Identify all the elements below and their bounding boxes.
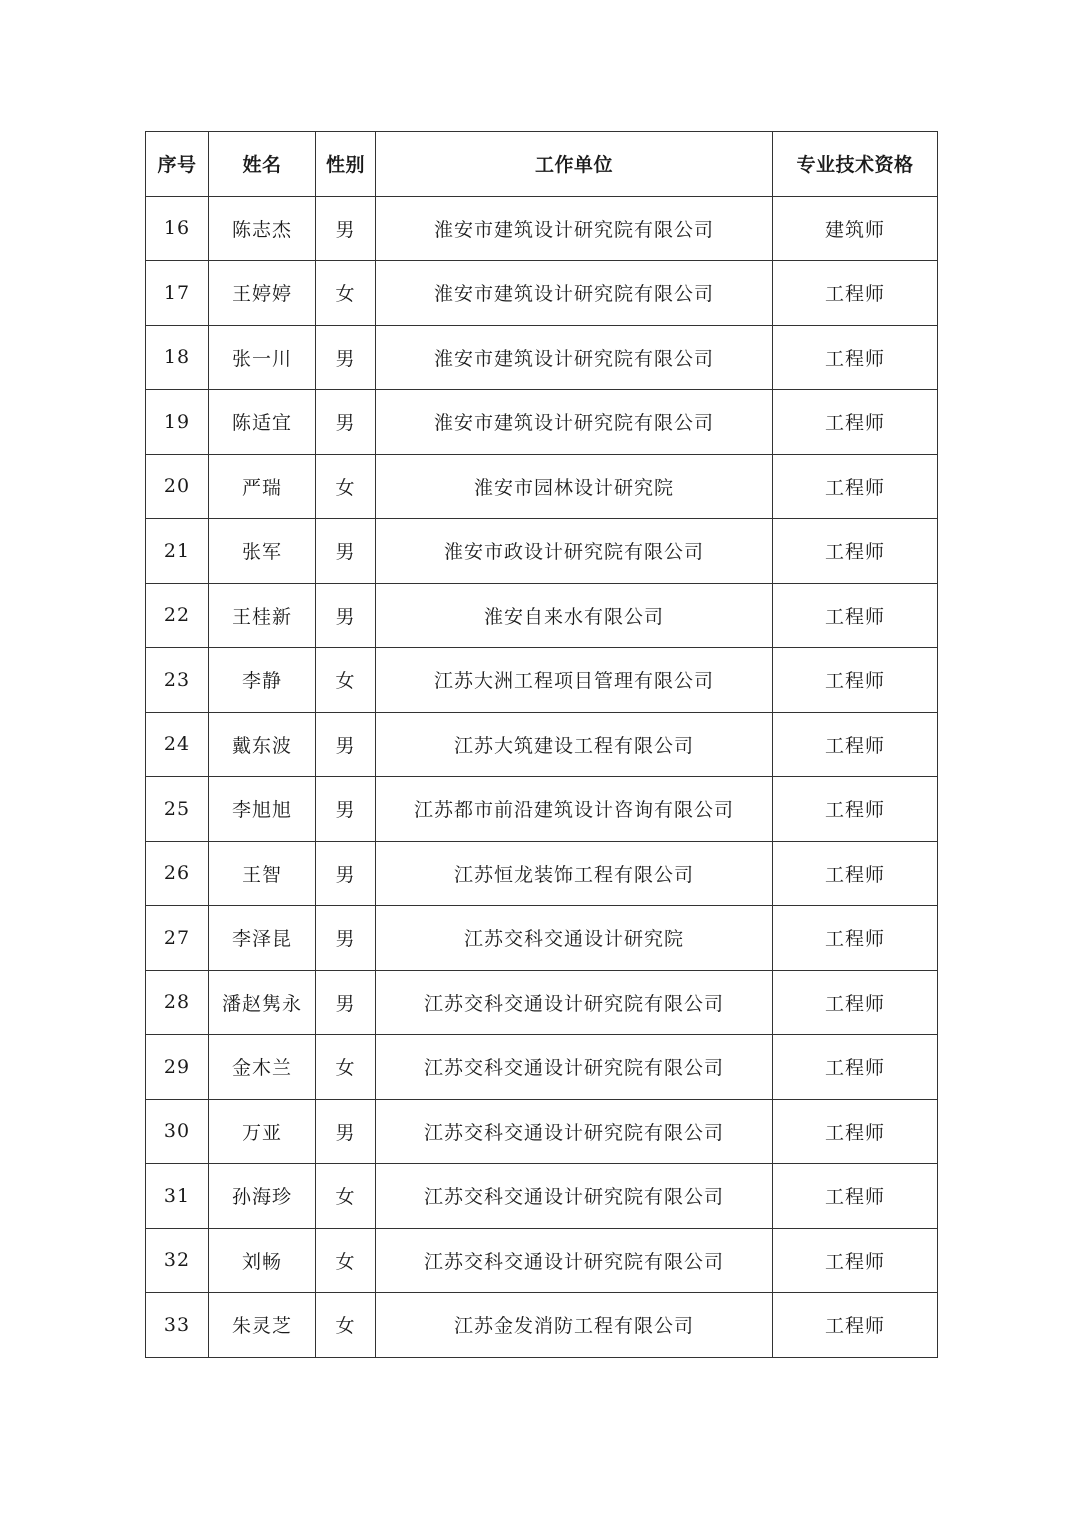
table-row <box>146 1099 938 1164</box>
cell-serial-number: 33 <box>146 1293 209 1358</box>
table-row <box>146 1035 938 1100</box>
cell-serial-number: 24 <box>146 712 209 777</box>
cell-name: 万亚 <box>209 1099 316 1164</box>
header-qualification: 专业技术资格 <box>773 132 938 197</box>
cell-gender: 男 <box>316 841 376 906</box>
cell-serial-number: 17 <box>146 261 209 326</box>
cell-gender: 女 <box>316 1164 376 1229</box>
cell-gender: 男 <box>316 390 376 455</box>
table-row <box>146 970 938 1035</box>
cell-gender: 男 <box>316 1099 376 1164</box>
cell-name: 孙海珍 <box>209 1164 316 1229</box>
cell-serial-number: 32 <box>146 1228 209 1293</box>
cell-work-unit: 淮安市建筑设计研究院有限公司 <box>376 196 773 261</box>
cell-qualification: 工程师 <box>773 390 938 455</box>
cell-qualification: 工程师 <box>773 519 938 584</box>
cell-work-unit: 江苏交科交通设计研究院有限公司 <box>376 1035 773 1100</box>
cell-gender: 女 <box>316 648 376 713</box>
table-row <box>146 519 938 584</box>
table-row <box>146 1293 938 1358</box>
cell-gender: 女 <box>316 261 376 326</box>
table-row <box>146 196 938 261</box>
cell-name: 李泽昆 <box>209 906 316 971</box>
cell-qualification: 工程师 <box>773 1293 938 1358</box>
personnel-table <box>145 131 938 1358</box>
cell-qualification: 工程师 <box>773 583 938 648</box>
cell-gender: 男 <box>316 970 376 1035</box>
cell-gender: 男 <box>316 712 376 777</box>
cell-serial-number: 23 <box>146 648 209 713</box>
cell-name: 王智 <box>209 841 316 906</box>
table-row <box>146 1164 938 1229</box>
cell-qualification: 工程师 <box>773 648 938 713</box>
cell-work-unit: 淮安市建筑设计研究院有限公司 <box>376 390 773 455</box>
cell-work-unit: 江苏大筑建设工程有限公司 <box>376 712 773 777</box>
cell-gender: 女 <box>316 1228 376 1293</box>
cell-gender: 女 <box>316 1035 376 1100</box>
cell-work-unit: 江苏交科交通设计研究院有限公司 <box>376 1228 773 1293</box>
table-row <box>146 841 938 906</box>
cell-serial-number: 18 <box>146 325 209 390</box>
cell-work-unit: 江苏恒龙装饰工程有限公司 <box>376 841 773 906</box>
cell-name: 严瑞 <box>209 454 316 519</box>
table-row <box>146 777 938 842</box>
table-body <box>146 196 938 1357</box>
table-row <box>146 325 938 390</box>
header-work-unit: 工作单位 <box>376 132 773 197</box>
cell-work-unit: 江苏交科交通设计研究院有限公司 <box>376 970 773 1035</box>
table-row <box>146 390 938 455</box>
cell-qualification: 工程师 <box>773 1099 938 1164</box>
header-gender: 性别 <box>316 132 376 197</box>
cell-name: 金木兰 <box>209 1035 316 1100</box>
cell-qualification: 工程师 <box>773 712 938 777</box>
cell-name: 王婷婷 <box>209 261 316 326</box>
cell-name: 李静 <box>209 648 316 713</box>
cell-qualification: 建筑师 <box>773 196 938 261</box>
cell-serial-number: 26 <box>146 841 209 906</box>
cell-work-unit: 江苏都市前沿建筑设计咨询有限公司 <box>376 777 773 842</box>
cell-name: 王桂新 <box>209 583 316 648</box>
cell-name: 张军 <box>209 519 316 584</box>
cell-serial-number: 27 <box>146 906 209 971</box>
cell-qualification: 工程师 <box>773 777 938 842</box>
cell-work-unit: 淮安自来水有限公司 <box>376 583 773 648</box>
table-row <box>146 906 938 971</box>
cell-name: 刘畅 <box>209 1228 316 1293</box>
cell-qualification: 工程师 <box>773 1164 938 1229</box>
cell-serial-number: 22 <box>146 583 209 648</box>
cell-name: 朱灵芝 <box>209 1293 316 1358</box>
header-serial-number: 序号 <box>146 132 209 197</box>
cell-qualification: 工程师 <box>773 841 938 906</box>
cell-qualification: 工程师 <box>773 1035 938 1100</box>
cell-qualification: 工程师 <box>773 906 938 971</box>
cell-gender: 男 <box>316 325 376 390</box>
cell-serial-number: 25 <box>146 777 209 842</box>
cell-work-unit: 江苏大洲工程项目管理有限公司 <box>376 648 773 713</box>
table-row <box>146 454 938 519</box>
cell-qualification: 工程师 <box>773 454 938 519</box>
table-header-row <box>146 132 938 197</box>
cell-name: 潘赵隽永 <box>209 970 316 1035</box>
cell-work-unit: 江苏金发消防工程有限公司 <box>376 1293 773 1358</box>
cell-gender: 男 <box>316 519 376 584</box>
cell-serial-number: 30 <box>146 1099 209 1164</box>
table-row <box>146 648 938 713</box>
cell-work-unit: 江苏交科交通设计研究院有限公司 <box>376 1164 773 1229</box>
cell-name: 陈志杰 <box>209 196 316 261</box>
cell-gender: 女 <box>316 454 376 519</box>
table-row <box>146 712 938 777</box>
cell-qualification: 工程师 <box>773 261 938 326</box>
cell-work-unit: 江苏交科交通设计研究院有限公司 <box>376 1099 773 1164</box>
cell-gender: 男 <box>316 906 376 971</box>
cell-qualification: 工程师 <box>773 970 938 1035</box>
cell-work-unit: 淮安市建筑设计研究院有限公司 <box>376 261 773 326</box>
cell-work-unit: 淮安市园林设计研究院 <box>376 454 773 519</box>
cell-serial-number: 28 <box>146 970 209 1035</box>
cell-gender: 男 <box>316 583 376 648</box>
cell-name: 陈适宜 <box>209 390 316 455</box>
cell-work-unit: 淮安市政设计研究院有限公司 <box>376 519 773 584</box>
cell-gender: 男 <box>316 777 376 842</box>
cell-work-unit: 江苏交科交通设计研究院 <box>376 906 773 971</box>
cell-serial-number: 31 <box>146 1164 209 1229</box>
cell-serial-number: 16 <box>146 196 209 261</box>
cell-serial-number: 19 <box>146 390 209 455</box>
cell-gender: 男 <box>316 196 376 261</box>
cell-work-unit: 淮安市建筑设计研究院有限公司 <box>376 325 773 390</box>
cell-name: 戴东波 <box>209 712 316 777</box>
table-row <box>146 583 938 648</box>
cell-gender: 女 <box>316 1293 376 1358</box>
table-row <box>146 261 938 326</box>
cell-name: 张一川 <box>209 325 316 390</box>
table-row <box>146 1228 938 1293</box>
cell-serial-number: 29 <box>146 1035 209 1100</box>
cell-qualification: 工程师 <box>773 1228 938 1293</box>
cell-serial-number: 21 <box>146 519 209 584</box>
header-name: 姓名 <box>209 132 316 197</box>
cell-qualification: 工程师 <box>773 325 938 390</box>
cell-name: 李旭旭 <box>209 777 316 842</box>
cell-serial-number: 20 <box>146 454 209 519</box>
